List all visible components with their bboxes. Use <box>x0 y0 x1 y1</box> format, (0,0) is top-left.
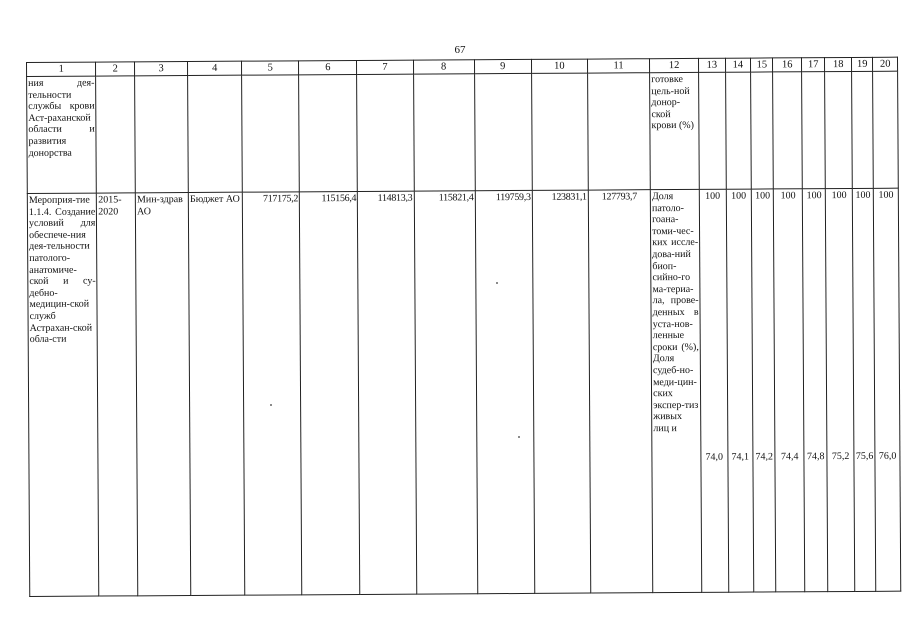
col-header: 1 <box>27 62 96 76</box>
executor-cell: Мин-здрав АО <box>135 193 190 596</box>
source-cell: Бюджет АО <box>188 192 245 595</box>
row-description: Мероприя-тие 1.1.4. Создание условий для обеспече-ния дея-тельности патолого-анатомиче-ской и су-дебно-медицин-ской служб Астрахан-ской обла-сти <box>27 193 99 596</box>
indicator-values <box>751 189 776 592</box>
col-header: 7 <box>357 60 413 74</box>
row-description: ния дея-тельности службы крови Аст-раханской области и развития донорства <box>27 76 97 193</box>
col-header: 4 <box>188 61 242 75</box>
indicator-value-a: 100 <box>855 189 871 201</box>
empty-cell <box>873 71 898 188</box>
col-header: 13 <box>699 58 726 72</box>
table-row <box>27 188 900 596</box>
indicator-text: готовке цель-ной донор-ской крови (%) <box>650 72 700 189</box>
empty-cell <box>188 75 243 192</box>
indicator-values <box>802 189 828 592</box>
scan-speck <box>496 282 498 284</box>
empty-cell <box>474 73 532 190</box>
indicator-values <box>699 189 728 592</box>
col-header: 9 <box>474 59 531 73</box>
col-header: 10 <box>531 59 587 73</box>
empty-cell <box>725 72 751 189</box>
col-header: 20 <box>873 57 898 71</box>
page-number: 67 <box>454 44 466 56</box>
indicator-value-b: 74,8 <box>806 450 825 462</box>
indicator-value-b: 74,1 <box>731 451 750 463</box>
indicator-values <box>774 189 805 592</box>
indicator-value-a: 100 <box>878 189 894 201</box>
col-header: 5 <box>242 61 299 75</box>
indicator-value-a: 100 <box>705 190 721 202</box>
col-header: 14 <box>725 58 751 72</box>
col-header: 2 <box>96 62 135 76</box>
indicator-values <box>852 188 876 591</box>
col-header: 16 <box>773 58 802 72</box>
amount-year: 127793,7 <box>588 190 653 593</box>
indicator-text: Доля патоло-гоана-томи-чес-ких иссле-дова-ний биоп-сийно-го ма-териа-ла, прове-денных в уста-нов-ленные сроки (%), Доля судеб-но-меди-цин-ских экспер-тиз живых лиц и <box>650 189 701 592</box>
empty-cell <box>825 71 852 188</box>
col-header: 6 <box>299 60 357 74</box>
empty-cell <box>852 71 874 188</box>
indicator-values <box>726 189 754 592</box>
col-header: 17 <box>802 58 826 72</box>
indicator-value-a: 100 <box>780 190 796 202</box>
empty-cell <box>587 73 650 190</box>
empty-cell <box>751 72 774 189</box>
period-cell: 2015-2020 <box>97 193 138 596</box>
indicator-value-b: 75,2 <box>831 450 850 462</box>
indicator-value-b: 74,4 <box>780 450 799 462</box>
indicator-values <box>874 188 901 591</box>
col-header: 11 <box>587 59 649 73</box>
indicator-value-b: 76,0 <box>878 450 897 462</box>
indicator-values <box>826 188 855 591</box>
empty-cell <box>531 73 588 190</box>
col-header: 3 <box>135 62 188 76</box>
amount-year: 115156,4 <box>300 191 361 594</box>
col-header: 12 <box>650 58 699 72</box>
empty-cell <box>802 72 826 189</box>
amount-year: 119759,3 <box>475 190 535 593</box>
indicator-value-b: 75,6 <box>855 450 874 462</box>
scan-speck <box>518 436 520 438</box>
empty-cell <box>413 74 475 191</box>
program-table <box>26 57 901 597</box>
amount-year: 115821,4 <box>414 191 478 594</box>
indicator-value-a: 100 <box>755 190 771 202</box>
amount-year: 114813,3 <box>358 191 417 594</box>
empty-cell <box>242 75 300 192</box>
empty-cell <box>96 76 135 193</box>
indicator-value-a: 100 <box>806 190 822 202</box>
indicator-value-a: 100 <box>731 190 747 202</box>
col-header: 8 <box>413 60 474 74</box>
empty-cell <box>357 74 414 191</box>
scan-speck <box>270 404 272 406</box>
table-row <box>27 71 899 193</box>
indicator-value-a: 100 <box>831 189 847 202</box>
amount-year: 123831,1 <box>532 190 591 593</box>
indicator-value-b: 74,2 <box>755 451 773 463</box>
col-header: 18 <box>825 57 852 71</box>
col-header: 19 <box>851 57 872 71</box>
amount-total: 717175,2 <box>242 192 302 595</box>
empty-cell <box>135 76 189 193</box>
col-header: 15 <box>751 58 774 72</box>
indicator-value-b: 74,0 <box>705 451 724 463</box>
empty-cell <box>773 72 802 189</box>
empty-cell <box>299 74 358 191</box>
empty-cell <box>699 72 726 189</box>
